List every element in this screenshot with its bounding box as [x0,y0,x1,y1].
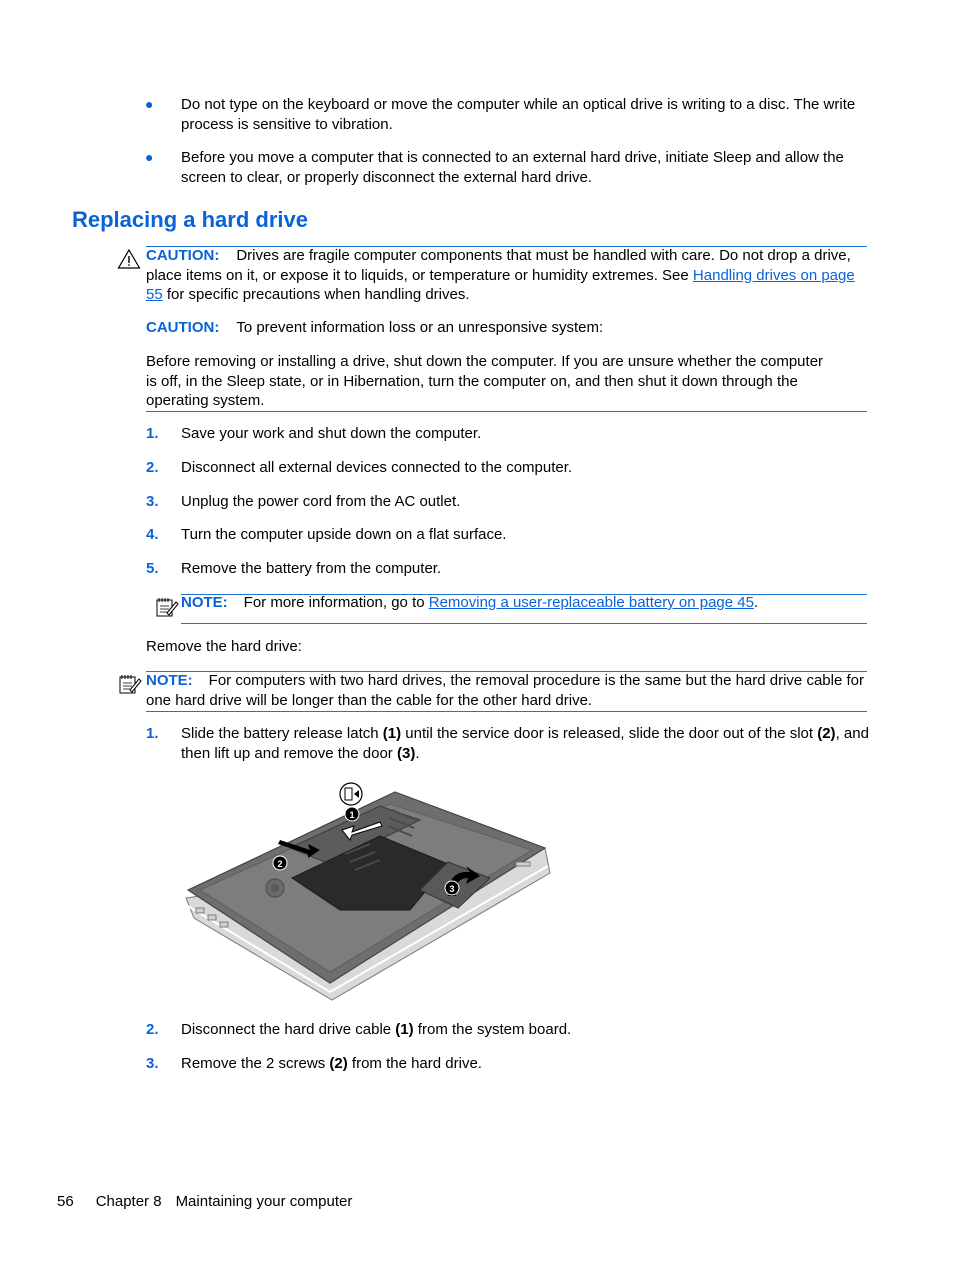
page-number: 56 [57,1193,74,1210]
svg-text:3: 3 [449,884,455,894]
step-text: Disconnect all external devices connected to the computer. [181,459,573,476]
step-number: 3. [146,493,159,510]
caution-label: CAUTION: [146,319,220,336]
note-pad-icon [118,673,142,701]
note-label: NOTE: [146,672,193,689]
bullet-item-1: Do not type on the keyboard or move the computer while an optical drive is writing to a disc. The write process is sensitive to vibration. [181,96,856,133]
bullet-marker: ● [145,96,154,112]
svg-text:1: 1 [349,810,355,820]
step-text: Save your work and shut down the computer. [181,425,482,442]
caution-paragraph: Before removing or installing a drive, shut down the computer. If you are unsure whether the computer is off, in the Sleep state, or in Hibernation, turn the computer on, and then shut it down through the operating system. [146,353,824,409]
step-number: 3. [146,1055,159,1072]
handling-drives-link[interactable]: Handling drives on page 55 [146,266,855,303]
step-text: Unplug the power cord from the AC outlet. [181,493,461,510]
footer-chapter: Chapter 8 [95,1193,162,1210]
svg-text:2: 2 [277,859,283,869]
caution-text-1: CAUTION: Drives are fragile computer components that must be handled with care. Do not drop a drive, place items on it, or expose it to liquids, or temperature or humidity extremes. See Handling drives on page 55 for specific precautions when handling drives. [146,247,855,303]
section-heading: Replacing a hard drive [72,207,308,232]
note-pad-icon [155,596,179,624]
note-bottom-rule [181,623,867,624]
step-number: 2. [146,459,159,476]
callout-2 [273,856,287,870]
step-number: 1. [146,725,159,742]
battery-link[interactable]: Removing a user-replaceable battery on page 45 [428,594,754,611]
step-text: Remove the 2 screws (2) from the hard drive. [181,1055,482,1072]
laptop-illustration [180,778,560,1004]
battery-latch-icon [340,783,362,805]
note-text-2: NOTE: For computers with two hard drives, the removal procedure is the same but the hard drive cable for one hard drive will be longer than the cable for the other hard drive. [146,672,864,709]
step-text: Slide the battery release latch (1) until the service door is released, slide the door out of the slot (2), and then lift up and remove the door (3). [181,725,869,762]
step-number: 5. [146,560,159,577]
step-text: Disconnect the hard drive cable (1) from the system board. [181,1021,572,1038]
bullet-marker: ● [145,149,154,165]
note-text-1: NOTE: For more information, go to Removing a user-replaceable battery on page 45. [181,594,759,611]
footer-title: Maintaining your computer [175,1193,353,1210]
note-label: NOTE: [181,594,228,611]
step-number: 4. [146,526,159,543]
page-footer [57,1192,352,1212]
caution-triangle-icon [117,248,141,276]
bullet-item-2: Before you move a computer that is connected to an external hard drive, initiate Sleep and allow the screen to clear, or properly disconnect the external hard drive. [181,149,844,186]
step-text: Remove the battery from the computer. [181,560,442,577]
step-number: 2. [146,1021,159,1038]
caution-bottom-rule [146,411,867,412]
caution-text-2: CAUTION: To prevent information loss or an unresponsive system: [146,319,604,336]
note-bottom-rule [146,711,867,712]
step-text: Turn the computer upside down on a flat surface. [181,526,507,543]
step-number: 1. [146,425,159,442]
callout-3 [445,881,459,895]
remove-hard-drive-label: Remove the hard drive: [146,638,302,655]
callout-1 [345,807,359,821]
caution-label: CAUTION: [146,247,220,264]
